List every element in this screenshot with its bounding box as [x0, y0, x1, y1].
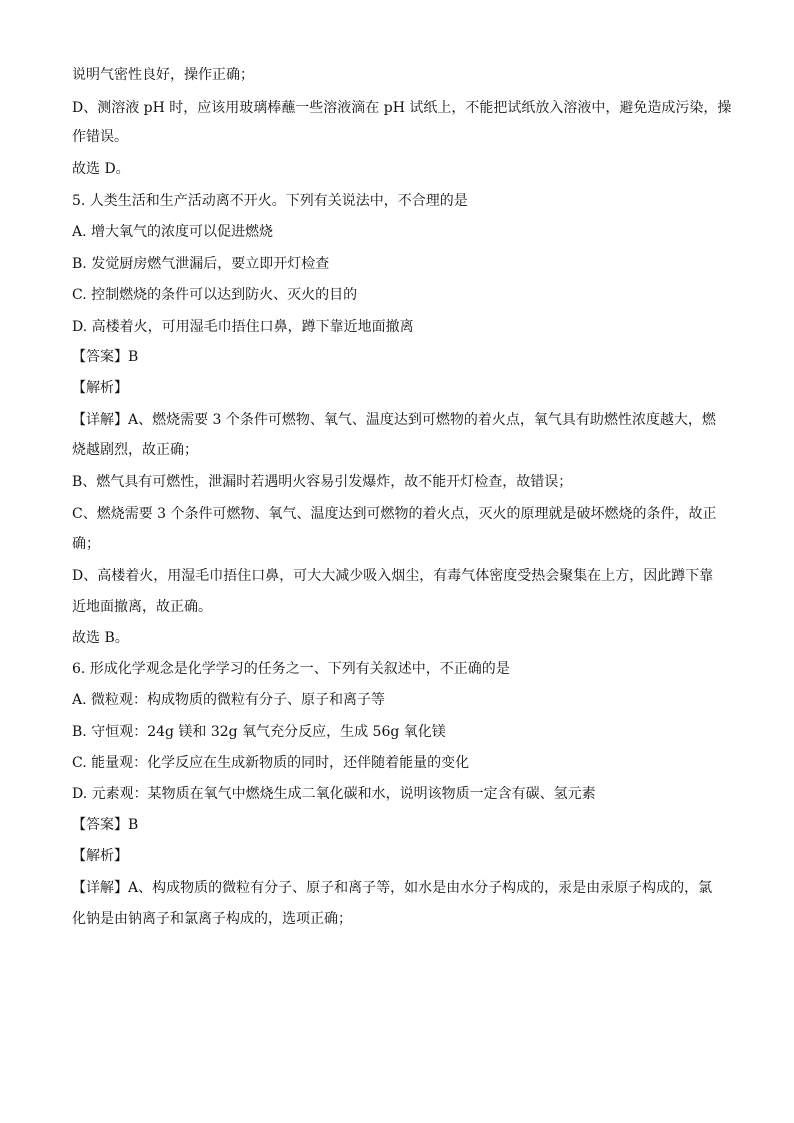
- option-b: B. 守恒观：24g 镁和 32g 氧气充分反应，生成 56g 氧化镁: [72, 724, 446, 740]
- text-line: D、高楼着火，用湿毛巾捂住口鼻，可大大减少吸入烟尘，有毒气体密度受热会聚集在上方，因此蹲下靠: [72, 568, 714, 584]
- detail-text: 【详解】A、燃烧需要 3 个条件可燃物、氧气、温度达到可燃物的着火点，氧气具有助燃性浓度越大，燃: [72, 412, 716, 428]
- answer-label: 【答案】B: [72, 349, 139, 365]
- text-line: 近地面撤离，故正确。: [72, 599, 212, 615]
- text-line: C、燃烧需要 3 个条件可燃物、氧气、温度达到可燃物的着火点，灭火的原理就是破坏燃烧的条件，故正: [72, 506, 717, 522]
- text-line: 说明气密性良好，操作正确；: [72, 67, 254, 83]
- option-d: D. 元素观：某物质在氧气中燃烧生成二氧化碳和水，说明该物质一定含有碳、氢元素: [72, 786, 596, 802]
- option-b: B. 发觉厨房燃气泄漏后，要立即开灯检查: [72, 256, 330, 272]
- text-line: 确；: [72, 536, 100, 552]
- detail-text: 【详解】A、构成物质的微粒有分子、原子和离子等，如水是由水分子构成的，汞是由汞原子构成的，氯: [72, 880, 713, 896]
- question-6-stem: 6. 形成化学观念是化学学习的任务之一、下列有关叙述中，不正确的是: [72, 661, 510, 677]
- option-c: C. 控制燃烧的条件可以达到防火、灭火的目的: [72, 287, 358, 303]
- option-a: A. 增大氧气的浓度可以促进燃烧: [72, 224, 274, 240]
- option-d: D. 高楼着火，可用湿毛巾捂住口鼻，蹲下靠近地面撤离: [72, 319, 414, 335]
- answer-label: 【答案】B: [72, 817, 139, 833]
- analysis-label: 【解析】: [72, 848, 128, 864]
- text-line: 故选 B。: [72, 630, 129, 646]
- text-line: B、燃气具有可燃性，泄漏时若遇明火容易引发爆炸，故不能开灯检查，故错误；: [72, 474, 573, 490]
- text-line: 故选 D。: [72, 161, 130, 177]
- text-line: 烧越剧烈，故正确；: [72, 442, 198, 458]
- text-line: D、测溶液 pH 时，应该用玻璃棒蘸一些溶液滴在 pH 试纸上，不能把试纸放入溶液中，避免造成污染，操: [72, 100, 732, 116]
- option-a: A. 微粒观：构成物质的微粒有分子、原子和离子等: [72, 692, 386, 708]
- analysis-label: 【解析】: [72, 380, 128, 396]
- text-line: 作错误。: [72, 129, 128, 145]
- question-5-stem: 5. 人类生活和生产活动离不开火。下列有关说法中，不合理的是: [72, 193, 468, 209]
- option-c: C. 能量观：化学反应在生成新物质的同时，还伴随着能量的变化: [72, 755, 470, 771]
- text-line: 化钠是由钠离子和氯离子构成的，选项正确；: [72, 911, 352, 927]
